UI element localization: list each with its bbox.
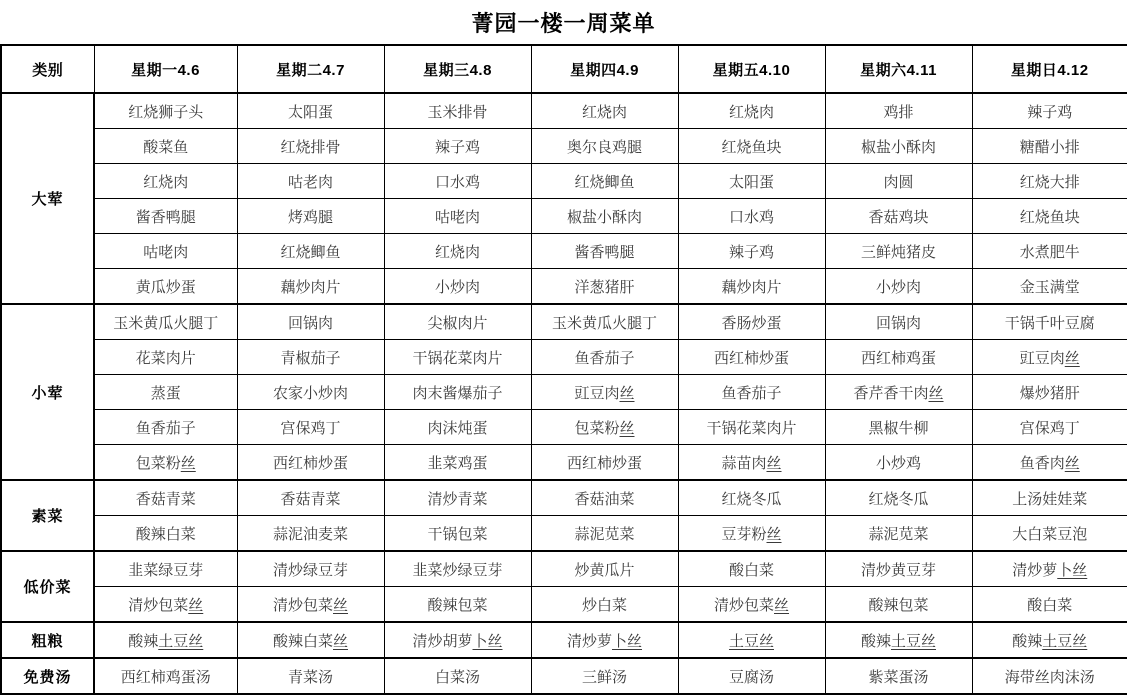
- menu-cell: 回锅肉: [237, 304, 384, 340]
- menu-cell: 尖椒肉片: [384, 304, 531, 340]
- weekly-menu-table: [0, 44, 1127, 695]
- menu-cell-text: 酸辣: [860, 632, 891, 650]
- menu-cell: 香菇油菜: [531, 480, 678, 516]
- menu-cell-underlined-text: 丝: [928, 384, 944, 402]
- menu-cell: 肉沫炖蛋: [384, 410, 531, 445]
- menu-cell: 海带丝肉沫汤: [972, 658, 1127, 694]
- menu-cell: 西红柿炒蛋: [531, 445, 678, 481]
- menu-cell: 回锅肉: [825, 304, 972, 340]
- menu-cell: 酸辣白菜: [94, 516, 237, 552]
- menu-cell: 宫保鸡丁: [237, 410, 384, 445]
- menu-row: [1, 445, 1127, 481]
- menu-cell-text: 豆芽粉: [721, 525, 767, 543]
- menu-row: [1, 375, 1127, 410]
- menu-cell: [825, 375, 972, 410]
- menu-cell: 红烧冬瓜: [678, 480, 825, 516]
- menu-cell-underlined-text: 丝: [619, 384, 635, 402]
- menu-cell: 黑椒牛柳: [825, 410, 972, 445]
- menu-cell: 口水鸡: [384, 164, 531, 199]
- menu-cell-underlined-text: 土豆丝: [158, 632, 204, 650]
- menu-cell: 红烧鲫鱼: [237, 234, 384, 269]
- menu-cell: 干锅包菜: [384, 516, 531, 552]
- menu-cell: 清炒黄豆芽: [825, 551, 972, 587]
- day-column-header: 星期二4.7: [237, 45, 384, 93]
- menu-cell-text: 豇豆肉: [574, 384, 620, 402]
- menu-cell-underlined-text: 丝: [333, 596, 349, 614]
- menu-cell: 宫保鸡丁: [972, 410, 1127, 445]
- menu-cell: [678, 445, 825, 481]
- menu-cell: 玉米排骨: [384, 93, 531, 129]
- menu-cell-underlined-text: 卜丝: [1057, 561, 1088, 579]
- menu-cell: 辣子鸡: [678, 234, 825, 269]
- menu-cell: [825, 622, 972, 658]
- menu-row: [1, 93, 1127, 129]
- menu-cell-underlined-text: 丝: [1064, 349, 1080, 367]
- menu-cell: 咕咾肉: [384, 199, 531, 234]
- menu-cell-text: 香芹香干肉: [853, 384, 929, 402]
- menu-cell: 酸白菜: [972, 587, 1127, 623]
- menu-row: [1, 129, 1127, 164]
- menu-cell: 农家小炒肉: [237, 375, 384, 410]
- menu-cell-text: 清炒包菜: [128, 596, 189, 614]
- day-column-header: 星期一4.6: [94, 45, 237, 93]
- menu-cell: 干锅千叶豆腐: [972, 304, 1127, 340]
- menu-cell: 西红柿鸡蛋: [825, 340, 972, 375]
- menu-cell-underlined-text: 丝: [180, 454, 196, 472]
- menu-cell-underlined-text: 土豆丝: [1042, 632, 1088, 650]
- menu-cell: 紫菜蛋汤: [825, 658, 972, 694]
- day-column-header: 星期三4.8: [384, 45, 531, 93]
- menu-cell: 红烧肉: [94, 164, 237, 199]
- menu-cell-underlined-text: 丝: [774, 596, 790, 614]
- menu-cell: 辣子鸡: [972, 93, 1127, 129]
- menu-cell: 烤鸡腿: [237, 199, 384, 234]
- day-column-header: 星期四4.9: [531, 45, 678, 93]
- menu-cell: 酸辣包菜: [825, 587, 972, 623]
- menu-cell-text: 酸辣: [128, 632, 159, 650]
- day-column-header: 星期五4.10: [678, 45, 825, 93]
- menu-cell: 酱香鸭腿: [94, 199, 237, 234]
- menu-cell: 酱香鸭腿: [531, 234, 678, 269]
- menu-cell-text: 酸辣白菜: [272, 632, 333, 650]
- menu-cell: 红烧肉: [678, 93, 825, 129]
- menu-cell-text: 清炒萝: [566, 632, 612, 650]
- menu-cell: 奥尔良鸡腿: [531, 129, 678, 164]
- menu-cell-text: 蒜苗肉: [721, 454, 767, 472]
- menu-cell: 大白菜豆泡: [972, 516, 1127, 552]
- menu-cell: 椒盐小酥肉: [531, 199, 678, 234]
- menu-cell: 炒白菜: [531, 587, 678, 623]
- menu-cell-text: 包菜粉: [135, 454, 181, 472]
- menu-cell: 香菇青菜: [94, 480, 237, 516]
- menu-cell-underlined-text: 卜丝: [612, 632, 643, 650]
- menu-cell: 红烧鱼块: [678, 129, 825, 164]
- menu-cell: 辣子鸡: [384, 129, 531, 164]
- menu-cell-text: 豇豆肉: [1019, 349, 1065, 367]
- category-column-header: 类别: [1, 45, 94, 93]
- menu-cell-underlined-text: 卜丝: [472, 632, 503, 650]
- menu-row: [1, 587, 1127, 623]
- category-label: 免费汤: [1, 658, 94, 694]
- menu-cell-text: 清炒包菜: [272, 596, 333, 614]
- category-label: 小荤: [1, 304, 94, 480]
- menu-cell: 红烧狮子头: [94, 93, 237, 129]
- menu-row: [1, 516, 1127, 552]
- menu-cell: 韭菜炒绿豆芽: [384, 551, 531, 587]
- menu-cell: 口水鸡: [678, 199, 825, 234]
- category-label: 低价菜: [1, 551, 94, 622]
- menu-row: [1, 340, 1127, 375]
- menu-cell: [972, 445, 1127, 481]
- menu-cell: 太阳蛋: [237, 93, 384, 129]
- menu-cell: [94, 587, 237, 623]
- menu-cell: 西红柿炒蛋: [237, 445, 384, 481]
- menu-cell: 红烧排骨: [237, 129, 384, 164]
- menu-table-body: [1, 93, 1127, 694]
- menu-cell-text: 酸辣: [1012, 632, 1043, 650]
- menu-cell: [531, 375, 678, 410]
- menu-cell-underlined-text: 丝: [766, 525, 782, 543]
- menu-cell: 清炒青菜: [384, 480, 531, 516]
- menu-cell: 水煮肥牛: [972, 234, 1127, 269]
- menu-cell-underlined-text: 土豆丝: [728, 632, 774, 650]
- day-column-header: 星期六4.11: [825, 45, 972, 93]
- menu-cell: 鱼香茄子: [531, 340, 678, 375]
- menu-cell: 韭菜鸡蛋: [384, 445, 531, 481]
- menu-cell: 太阳蛋: [678, 164, 825, 199]
- menu-cell: 西红柿鸡蛋汤: [94, 658, 237, 694]
- day-column-header: 星期日4.12: [972, 45, 1127, 93]
- menu-cell: 咕老肉: [237, 164, 384, 199]
- menu-cell: 西红柿炒蛋: [678, 340, 825, 375]
- menu-cell: 红烧肉: [531, 93, 678, 129]
- menu-cell-underlined-text: 丝: [188, 596, 204, 614]
- menu-row: [1, 269, 1127, 305]
- menu-cell: [972, 622, 1127, 658]
- menu-row: [1, 410, 1127, 445]
- menu-cell-underlined-text: 土豆丝: [891, 632, 937, 650]
- menu-cell: [972, 551, 1127, 587]
- menu-cell: [531, 622, 678, 658]
- menu-cell: [531, 410, 678, 445]
- menu-cell: 咕咾肉: [94, 234, 237, 269]
- menu-cell: [678, 516, 825, 552]
- menu-cell: 椒盐小酥肉: [825, 129, 972, 164]
- menu-cell: 肉末酱爆茄子: [384, 375, 531, 410]
- category-label: 粗粮: [1, 622, 94, 658]
- category-label: 素菜: [1, 480, 94, 551]
- menu-cell-underlined-text: 丝: [619, 419, 635, 437]
- menu-cell: 三鲜汤: [531, 658, 678, 694]
- menu-cell: 韭菜绿豆芽: [94, 551, 237, 587]
- menu-cell: 酸菜鱼: [94, 129, 237, 164]
- menu-row: [1, 480, 1127, 516]
- menu-cell: 香菇青菜: [237, 480, 384, 516]
- menu-row: [1, 234, 1127, 269]
- menu-cell-text: 清炒萝: [1012, 561, 1058, 579]
- menu-cell: 花菜肉片: [94, 340, 237, 375]
- menu-row: [1, 551, 1127, 587]
- menu-cell: [237, 622, 384, 658]
- menu-cell: 干锅花菜肉片: [678, 410, 825, 445]
- menu-cell: 藕炒肉片: [678, 269, 825, 305]
- menu-cell: 青菜汤: [237, 658, 384, 694]
- menu-cell: 蒜泥苋菜: [531, 516, 678, 552]
- menu-row: [1, 622, 1127, 658]
- menu-cell-text: 包菜粉: [574, 419, 620, 437]
- menu-cell: 玉米黄瓜火腿丁: [94, 304, 237, 340]
- menu-cell: [237, 587, 384, 623]
- menu-cell: [678, 622, 825, 658]
- menu-cell: 红烧鲫鱼: [531, 164, 678, 199]
- menu-cell: 小炒鸡: [825, 445, 972, 481]
- menu-cell: [384, 622, 531, 658]
- menu-row: [1, 658, 1127, 694]
- category-label: 大荤: [1, 93, 94, 304]
- menu-cell: [678, 587, 825, 623]
- menu-cell: 玉米黄瓜火腿丁: [531, 304, 678, 340]
- menu-cell: 红烧大排: [972, 164, 1127, 199]
- menu-cell: 香菇鸡块: [825, 199, 972, 234]
- menu-cell: 肉圆: [825, 164, 972, 199]
- menu-cell: [94, 622, 237, 658]
- menu-cell: 青椒茄子: [237, 340, 384, 375]
- menu-cell-underlined-text: 丝: [766, 454, 782, 472]
- menu-cell-underlined-text: 丝: [333, 632, 349, 650]
- menu-cell: 藕炒肉片: [237, 269, 384, 305]
- menu-cell-text: 清炒包菜: [713, 596, 774, 614]
- menu-cell: 小炒肉: [825, 269, 972, 305]
- menu-cell: 干锅花菜肉片: [384, 340, 531, 375]
- menu-cell: 蒸蛋: [94, 375, 237, 410]
- menu-cell: 豆腐汤: [678, 658, 825, 694]
- menu-row: [1, 304, 1127, 340]
- menu-cell: 黄瓜炒蛋: [94, 269, 237, 305]
- menu-cell: 小炒肉: [384, 269, 531, 305]
- menu-cell: 上汤娃娃菜: [972, 480, 1127, 516]
- menu-cell: 鱼香茄子: [678, 375, 825, 410]
- menu-cell-underlined-text: 丝: [1064, 454, 1080, 472]
- menu-cell: [94, 445, 237, 481]
- menu-cell: 红烧鱼块: [972, 199, 1127, 234]
- menu-row: [1, 199, 1127, 234]
- menu-cell: 酸辣包菜: [384, 587, 531, 623]
- menu-cell: 三鲜炖猪皮: [825, 234, 972, 269]
- menu-cell: [972, 340, 1127, 375]
- menu-cell: 红烧肉: [384, 234, 531, 269]
- menu-cell: 清炒绿豆芽: [237, 551, 384, 587]
- menu-table-header: [1, 45, 1127, 93]
- menu-cell: 洋葱猪肝: [531, 269, 678, 305]
- menu-cell: 金玉满堂: [972, 269, 1127, 305]
- menu-cell: 爆炒猪肝: [972, 375, 1127, 410]
- menu-row: [1, 164, 1127, 199]
- menu-cell: 炒黄瓜片: [531, 551, 678, 587]
- menu-cell: 白菜汤: [384, 658, 531, 694]
- menu-cell: 蒜泥苋菜: [825, 516, 972, 552]
- menu-cell: 红烧冬瓜: [825, 480, 972, 516]
- header-row: [1, 45, 1127, 93]
- menu-cell: 鸡排: [825, 93, 972, 129]
- menu-cell: 酸白菜: [678, 551, 825, 587]
- menu-cell: 糖醋小排: [972, 129, 1127, 164]
- menu-cell-text: 鱼香肉: [1019, 454, 1065, 472]
- page-title: 菁园一楼一周菜单: [471, 10, 656, 36]
- menu-cell: 鱼香茄子: [94, 410, 237, 445]
- menu-cell: 蒜泥油麦菜: [237, 516, 384, 552]
- menu-cell: 香肠炒蛋: [678, 304, 825, 340]
- menu-cell-text: 清炒胡萝: [412, 632, 473, 650]
